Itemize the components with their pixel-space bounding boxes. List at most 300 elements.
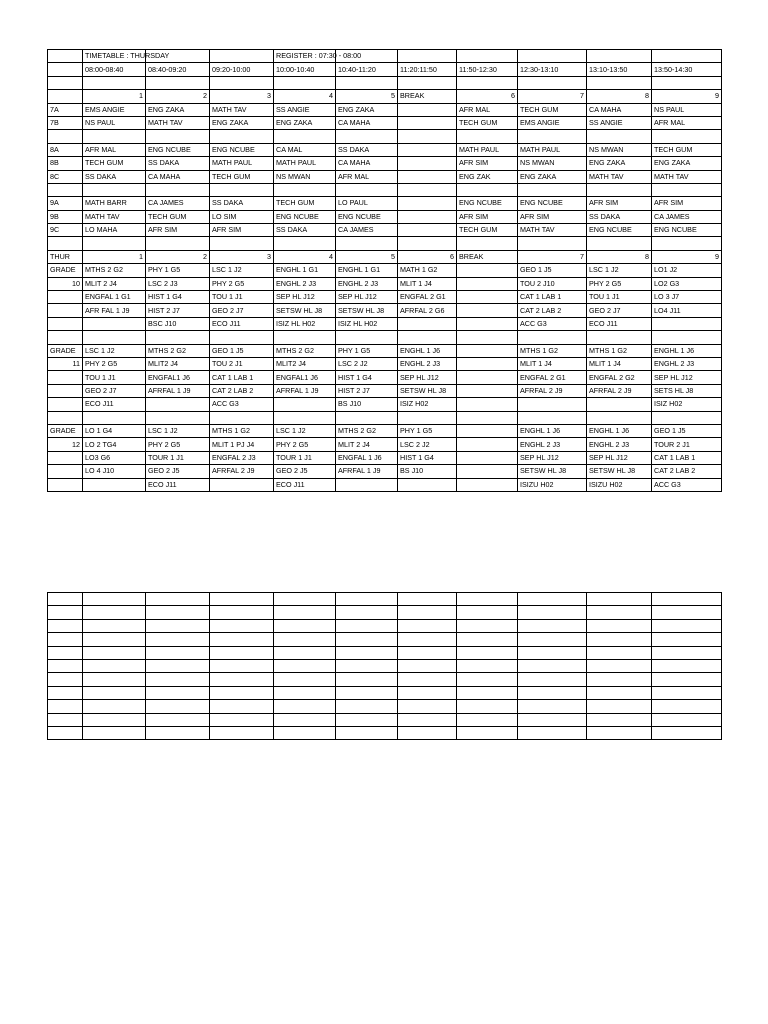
table-cell: PHY 1 G5: [146, 264, 210, 277]
table-cell: ENG ZAKA: [587, 157, 652, 170]
table-cell: 13:10-13:50: [587, 63, 652, 76]
table-cell: 10:40-11:20: [336, 63, 398, 76]
table-cell: [210, 673, 274, 686]
table-cell: 7: [518, 90, 587, 103]
table-cell: [146, 619, 210, 632]
table-cell: [398, 237, 457, 250]
table-cell: ENG NCUBE: [146, 143, 210, 156]
table-cell: [83, 700, 146, 713]
table-cell: [398, 143, 457, 156]
table-cell: [457, 384, 518, 397]
table-cell: [587, 50, 652, 63]
table-cell: [652, 700, 722, 713]
table-cell: 3: [210, 90, 274, 103]
table-cell: [587, 619, 652, 632]
table-cell: 8B: [48, 157, 83, 170]
table-cell: [146, 331, 210, 344]
table-cell: ENG ZAKA: [146, 103, 210, 116]
table-cell: [457, 646, 518, 659]
table-cell: AFRFAL 1 J9: [336, 465, 398, 478]
table-cell: [274, 673, 336, 686]
table-cell: ENGHL 2 J3: [274, 277, 336, 290]
table-cell: [274, 726, 336, 739]
table-cell: ECO J11: [83, 398, 146, 411]
table-row: [48, 424, 722, 437]
table-cell: [518, 331, 587, 344]
table-cell: [587, 726, 652, 739]
table-cell: [146, 593, 210, 606]
table-cell: [48, 384, 83, 397]
table-cell: ENGHL 1 J6: [652, 344, 722, 357]
table-cell: ISIZU H02: [518, 478, 587, 491]
table-cell: ENGHL 1 J6: [518, 424, 587, 437]
table-cell: ENGHL 2 J3: [336, 277, 398, 290]
table-cell: AFR SIM: [210, 224, 274, 237]
table-cell: [274, 76, 336, 89]
table-cell: [587, 130, 652, 143]
table-cell: [457, 344, 518, 357]
table-cell: SS DAKA: [146, 157, 210, 170]
table-cell: [48, 593, 83, 606]
table-row: [48, 63, 722, 76]
table-cell: AFR SIM: [587, 197, 652, 210]
table-cell: [48, 465, 83, 478]
table-cell: [587, 646, 652, 659]
table-cell: [518, 700, 587, 713]
table-cell: ENG NCUBE: [652, 224, 722, 237]
table-cell: [652, 237, 722, 250]
table-cell: 10:00-10:40: [274, 63, 336, 76]
table-cell: [48, 50, 83, 63]
table-row: [48, 50, 722, 63]
table-cell: [652, 76, 722, 89]
table-cell: TECH GUM: [652, 143, 722, 156]
table-row: [48, 76, 722, 89]
table-row: [48, 686, 722, 699]
table-cell: MTHS 1 G2: [587, 344, 652, 357]
table-cell: BS J10: [336, 398, 398, 411]
table-cell: [652, 659, 722, 672]
table-cell: TECH GUM: [274, 197, 336, 210]
table-cell: 08:40-09:20: [146, 63, 210, 76]
table-cell: SS DAKA: [587, 210, 652, 223]
table-cell: [457, 606, 518, 619]
table-cell: LO2 G3: [652, 277, 722, 290]
table-cell: [457, 331, 518, 344]
table-cell: 8: [587, 250, 652, 263]
table-cell: [457, 357, 518, 370]
table-cell: [146, 183, 210, 196]
table-cell: [48, 659, 83, 672]
table-cell: [652, 411, 722, 424]
table-cell: LO 2 TG4: [83, 438, 146, 451]
table-cell: ACC G3: [210, 398, 274, 411]
table-cell: CA MAHA: [336, 157, 398, 170]
table-row: [48, 465, 722, 478]
table-cell: [83, 76, 146, 89]
table-cell: [398, 76, 457, 89]
table-cell: CAT 1 LAB 1: [518, 291, 587, 304]
table-cell: [398, 103, 457, 116]
table-cell: [83, 673, 146, 686]
table-cell: SS DAKA: [336, 143, 398, 156]
table-row: [48, 277, 722, 290]
table-cell: [398, 700, 457, 713]
table-cell: [48, 371, 83, 384]
table-cell: [48, 130, 83, 143]
table-cell: [457, 411, 518, 424]
table-cell: AFR SIM: [518, 210, 587, 223]
table-cell: MTHS 1 G2: [518, 344, 587, 357]
table-cell: [518, 411, 587, 424]
table-cell: [398, 317, 457, 330]
table-row: [48, 317, 722, 330]
table-row: [48, 384, 722, 397]
table-cell: [518, 50, 587, 63]
table-row: [48, 633, 722, 646]
table-row: [48, 183, 722, 196]
table-cell: [457, 659, 518, 672]
table-cell: MATH TAV: [518, 224, 587, 237]
table-cell: CA MAHA: [146, 170, 210, 183]
table-cell: SS ANGIE: [274, 103, 336, 116]
table-row: [48, 673, 722, 686]
table-cell: GEO 2 J5: [274, 465, 336, 478]
table-cell: [48, 673, 83, 686]
table-cell: [336, 606, 398, 619]
table-cell: [518, 646, 587, 659]
thursday-timetable: [47, 49, 722, 492]
table-cell: [146, 646, 210, 659]
table-cell: [336, 619, 398, 632]
table-cell: GEO 2 J7: [587, 304, 652, 317]
table-cell: [652, 633, 722, 646]
table-cell: ENGHL 2 J3: [652, 357, 722, 370]
table-cell: [398, 619, 457, 632]
table-cell: [587, 76, 652, 89]
table-cell: NS MWAN: [274, 170, 336, 183]
table-cell: [83, 619, 146, 632]
table-cell: ENG NCUBE: [587, 224, 652, 237]
table-cell: [146, 673, 210, 686]
table-cell: [48, 291, 83, 304]
table-cell: [587, 606, 652, 619]
table-cell: MTHS 1 G2: [210, 424, 274, 437]
table-cell: [146, 76, 210, 89]
table-cell: [518, 398, 587, 411]
table-cell: [210, 411, 274, 424]
table-cell: [274, 619, 336, 632]
table-cell: [48, 237, 83, 250]
table-cell: ENG ZAKA: [652, 157, 722, 170]
table-cell: [146, 633, 210, 646]
table-cell: [398, 157, 457, 170]
table-row: [48, 170, 722, 183]
table-cell: MLIT 1 J4: [518, 357, 587, 370]
table-cell: [83, 593, 146, 606]
table-cell: [83, 183, 146, 196]
table-cell: 4: [274, 90, 336, 103]
table-cell: TOUR 1 J1: [274, 451, 336, 464]
table-cell: [83, 331, 146, 344]
table-cell: [274, 130, 336, 143]
table-cell: CA JAMES: [336, 224, 398, 237]
table-cell: 1: [83, 90, 146, 103]
table-cell: [652, 317, 722, 330]
table-cell: CAT 1 LAB 1: [210, 371, 274, 384]
table-cell: ENG NCUBE: [274, 210, 336, 223]
table-cell: [48, 700, 83, 713]
table-cell: [274, 646, 336, 659]
table-cell: AFRFAL 2 J9: [210, 465, 274, 478]
table-cell: NS PAUL: [83, 116, 146, 129]
table-cell: [518, 686, 587, 699]
table-cell: [398, 646, 457, 659]
table-cell: LO3 G6: [83, 451, 146, 464]
table-cell: [83, 237, 146, 250]
table-cell: ENG ZAKA: [336, 103, 398, 116]
table-cell: [274, 237, 336, 250]
table-cell: SS DAKA: [274, 224, 336, 237]
table-cell: [457, 183, 518, 196]
table-cell: [457, 291, 518, 304]
timetable-body: [48, 50, 722, 492]
table-cell: HIST 1 G4: [336, 371, 398, 384]
table-cell: [210, 726, 274, 739]
table-cell: ENGFAL 1 G1: [83, 291, 146, 304]
table-cell: MATH TAV: [587, 170, 652, 183]
table-cell: [457, 371, 518, 384]
table-cell: LO SIM: [210, 210, 274, 223]
table-cell: [652, 331, 722, 344]
table-cell: TECH GUM: [83, 157, 146, 170]
table-cell: [146, 700, 210, 713]
table-cell: EMS ANGIE: [83, 103, 146, 116]
table-cell: NS MWAN: [587, 143, 652, 156]
table-cell: ENG ZAKA: [518, 170, 587, 183]
table-cell: [587, 673, 652, 686]
table-row: [48, 451, 722, 464]
table-row: [48, 619, 722, 632]
table-cell: BREAK: [457, 250, 518, 263]
table-cell: [652, 183, 722, 196]
table-cell: [518, 713, 587, 726]
table-cell: [83, 646, 146, 659]
table-cell: SETSW HL J8: [587, 465, 652, 478]
table-cell: HIST 2 J7: [336, 384, 398, 397]
table-cell: [398, 593, 457, 606]
table-cell: [652, 130, 722, 143]
table-cell: [652, 686, 722, 699]
table-cell: AFRFAL 1 J9: [274, 384, 336, 397]
table-cell: ENGFAL 2 J3: [210, 451, 274, 464]
table-cell: [146, 398, 210, 411]
table-cell: ENGFAL1 J6: [274, 371, 336, 384]
table-cell: HIST 1 G4: [146, 291, 210, 304]
table-cell: [336, 331, 398, 344]
table-cell: 8A: [48, 143, 83, 156]
table-cell: [146, 411, 210, 424]
table-cell: [587, 411, 652, 424]
table-cell: [48, 713, 83, 726]
table-cell: 7A: [48, 103, 83, 116]
table-cell: ISIZU H02: [587, 478, 652, 491]
table-cell: [146, 606, 210, 619]
table-row: [48, 116, 722, 129]
table-cell: GRADE: [48, 344, 83, 357]
table-cell: ENGHL 1 J6: [587, 424, 652, 437]
table-cell: [274, 331, 336, 344]
table-cell: TOUR 1 J1: [146, 451, 210, 464]
table-cell: [457, 700, 518, 713]
table-cell: [83, 478, 146, 491]
table-cell: [457, 277, 518, 290]
table-row: [48, 264, 722, 277]
table-cell: [457, 304, 518, 317]
table-cell: LO MAHA: [83, 224, 146, 237]
table-row: [48, 210, 722, 223]
table-cell: [587, 593, 652, 606]
table-row: [48, 593, 722, 606]
table-cell: LO 1 G4: [83, 424, 146, 437]
table-cell: AFR MAL: [457, 103, 518, 116]
table-cell: TIMETABLE : THURSDAY: [83, 50, 146, 63]
table-cell: ENG ZAK: [457, 170, 518, 183]
table-cell: MATH TAV: [83, 210, 146, 223]
table-cell: BREAK: [398, 90, 457, 103]
table-cell: [274, 606, 336, 619]
table-cell: [398, 50, 457, 63]
table-cell: LO PAUL: [336, 197, 398, 210]
table-cell: ACC G3: [518, 317, 587, 330]
table-cell: TECH GUM: [146, 210, 210, 223]
table-cell: MLIT 1 J4: [587, 357, 652, 370]
table-cell: AFR SIM: [457, 210, 518, 223]
table-cell: MATH TAV: [652, 170, 722, 183]
table-cell: MATH TAV: [210, 103, 274, 116]
table-cell: 12:30-13:10: [518, 63, 587, 76]
table-cell: AFRFAL 2 G6: [398, 304, 457, 317]
table-cell: SS DAKA: [210, 197, 274, 210]
table-cell: [398, 686, 457, 699]
table-cell: [83, 686, 146, 699]
table-cell: PHY 2 G5: [210, 277, 274, 290]
table-cell: ENGFAL 2 G1: [398, 291, 457, 304]
table-cell: ENGFAL 1 J6: [336, 451, 398, 464]
table-cell: [48, 686, 83, 699]
table-cell: [398, 478, 457, 491]
table-row: [48, 130, 722, 143]
table-cell: [210, 619, 274, 632]
table-cell: [146, 713, 210, 726]
table-cell: SETSW HL J8: [274, 304, 336, 317]
blank-table-body: [48, 593, 722, 740]
table-cell: AFR MAL: [336, 170, 398, 183]
table-cell: ENG NCUBE: [336, 210, 398, 223]
table-cell: [336, 183, 398, 196]
table-row: [48, 197, 722, 210]
table-row: [48, 344, 722, 357]
table-cell: [336, 478, 398, 491]
table-cell: REGISTER : 07:30 - 08:00: [274, 50, 336, 63]
table-cell: [210, 183, 274, 196]
table-cell: MATH PAUL: [210, 157, 274, 170]
table-cell: ENGHL 1 G1: [336, 264, 398, 277]
table-cell: 9B: [48, 210, 83, 223]
table-cell: 1: [83, 250, 146, 263]
table-cell: 8C: [48, 170, 83, 183]
table-cell: MTHS 2 G2: [336, 424, 398, 437]
table-cell: [274, 713, 336, 726]
table-cell: [336, 700, 398, 713]
table-cell: PHY 2 G5: [146, 438, 210, 451]
table-cell: TOU 2 J1: [210, 357, 274, 370]
table-cell: ISIZ HL H02: [336, 317, 398, 330]
table-cell: ISIZ HL H02: [274, 317, 336, 330]
table-row: [48, 411, 722, 424]
table-cell: [83, 659, 146, 672]
table-cell: [210, 686, 274, 699]
table-cell: ENGHL 2 J3: [398, 357, 457, 370]
table-cell: 12: [48, 438, 83, 451]
table-cell: BSC J10: [146, 317, 210, 330]
table-cell: SETSW HL J8: [518, 465, 587, 478]
table-cell: ENGHL 2 J3: [587, 438, 652, 451]
table-cell: [48, 183, 83, 196]
table-cell: [518, 606, 587, 619]
table-cell: AFR SIM: [146, 224, 210, 237]
table-cell: [457, 633, 518, 646]
table-cell: ENGFAL 2 G2: [587, 371, 652, 384]
table-cell: LSC 2 J2: [336, 357, 398, 370]
table-cell: NS MWAN: [518, 157, 587, 170]
table-cell: 7B: [48, 116, 83, 129]
table-cell: [398, 713, 457, 726]
table-cell: SS ANGIE: [587, 116, 652, 129]
table-cell: GEO 2 J5: [146, 465, 210, 478]
table-cell: [518, 633, 587, 646]
table-cell: EMS ANGIE: [518, 116, 587, 129]
table-cell: [457, 619, 518, 632]
table-row: [48, 726, 722, 739]
table-cell: GEO 2 J7: [210, 304, 274, 317]
table-cell: [398, 224, 457, 237]
table-cell: [274, 398, 336, 411]
table-cell: [210, 606, 274, 619]
table-cell: [336, 713, 398, 726]
table-cell: [210, 130, 274, 143]
table-cell: [398, 673, 457, 686]
table-row: [48, 90, 722, 103]
table-cell: CA MAL: [274, 143, 336, 156]
table-cell: NS PAUL: [652, 103, 722, 116]
table-cell: [48, 398, 83, 411]
table-cell: [457, 130, 518, 143]
table-cell: [83, 317, 146, 330]
table-cell: TOU 1 J1: [587, 291, 652, 304]
table-cell: [652, 726, 722, 739]
table-cell: LO 3 J7: [652, 291, 722, 304]
table-cell: [518, 726, 587, 739]
table-cell: ENG ZAKA: [210, 116, 274, 129]
table-cell: [336, 726, 398, 739]
table-cell: [398, 331, 457, 344]
table-cell: 08:00-08:40: [83, 63, 146, 76]
table-cell: [518, 237, 587, 250]
table-cell: [652, 673, 722, 686]
table-cell: 6: [457, 90, 518, 103]
table-cell: AFRFAL 2 J9: [587, 384, 652, 397]
